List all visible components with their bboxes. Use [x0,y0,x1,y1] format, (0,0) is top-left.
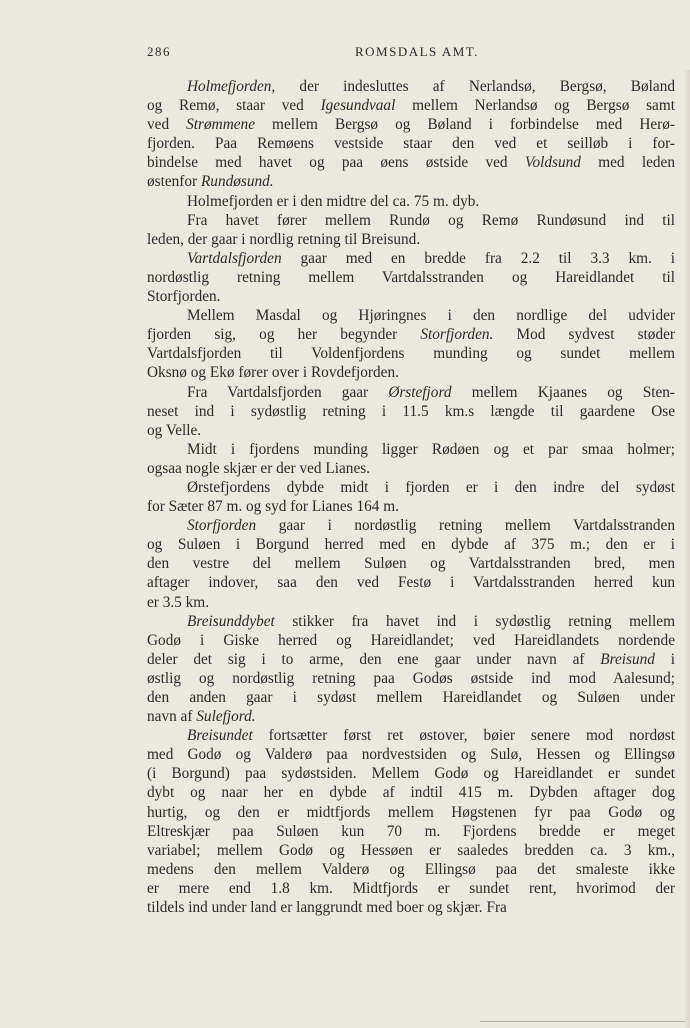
text-run: og Velle. [147,421,202,439]
text-line [147,440,675,459]
text-line [147,783,675,802]
page-edge-shadow [684,70,690,1028]
text-line [147,115,675,134]
text-line [147,478,675,497]
text-line [147,134,675,153]
text-run: med leden [580,154,675,172]
text-run: leden, der gaar i nordlig retning til Breisund. [147,230,421,248]
text-run: og Remø, staar ved [147,97,321,115]
text-line [147,325,675,344]
text-line [147,363,675,382]
text-run: hurtig, og den er midtfjords mellem Høgstenen fyr paa Godø og [147,803,675,821]
text-run: ved [147,116,187,134]
text-run: Midt i fjordens munding ligger Rødøen og et par smaa holmer; [187,440,675,458]
italic-term: Strømmene [186,116,255,134]
text-run: medens den mellem Valderø og Ellingsø paa det smaleste ikke [147,860,675,878]
text-run: (i Borgund) paa sydøstsiden. Mellem Godø og Hareidlandet er sundet [147,765,675,783]
text-line [147,421,675,440]
text-run: deler det sig i to arme, den ene gaar under navn af [147,650,601,668]
italic-term: Breisunddybet [187,612,275,630]
page-number: 286 [147,44,171,59]
running-head: ROMSDALS AMT. [354,44,479,59]
text-line [147,211,675,230]
text-run: østlig og nordøstlig retning paa Godøs østside ind mod Aalesund; [147,669,675,687]
text-run: i [654,650,675,668]
text-line [147,554,675,573]
text-run: stikker fra havet ind i sydøstlig retning mellem [274,612,675,630]
text-run: dybt og naar her en dybde af indtil 415 m. Dybden aftager dog [147,784,675,802]
text-line [147,764,675,783]
text-line [147,707,675,726]
text-line [147,593,675,612]
text-line [147,841,675,860]
text-line [147,631,675,650]
text-run: den vestre del mellem Suløen og Vartdalsstranden bred, men [147,555,675,573]
text-run: aftager indover, saa den ved Festø i Vartdalsstranden herred kun [147,574,675,592]
text-run: Storfjorden. [147,288,221,306]
text-line [147,402,675,421]
text-run: Mod sydvest støder [493,326,675,344]
text-run: den anden gaar i sydøst mellem Hareidlandet og Suløen under [147,689,675,706]
text-line [147,669,675,688]
text-line [147,745,675,764]
text-line [147,344,675,363]
text-line [147,287,675,306]
italic-term: Breisund [600,650,655,668]
text-run: Ørstefjordens dybde midt i fjorden er i den indre del sydøst [187,478,675,496]
text-run: der indesluttes af Nerlandsø, Bergsø, Bøland [275,78,675,95]
paragraph [147,516,675,611]
text-line [147,803,675,822]
text-line [147,96,675,115]
text-run: gaar i nordøstlig retning mellem Vartdalsstranden [256,517,675,535]
italic-term: Rundøsund. [200,173,274,191]
text-run: Holmefjorden er i den midtre del ca. 75 m. dyb. [187,192,480,210]
italic-term: Voldsund [524,154,581,172]
page-header [147,44,675,64]
text-line [147,822,675,841]
text-line [147,268,675,287]
text-run: med Godø og Valderø paa nordvestsiden og Sulø, Hessen og Ellingsø [147,746,675,764]
text-run: og Suløen i Borgund herred med en dybde af 375 m.; den er i [147,536,675,554]
paragraph [147,211,675,249]
text-run: gaar med en bredde fra 2.2 til 3.3 km. i [281,249,675,267]
text-line [147,879,675,898]
italic-term: Breisundet [187,727,253,745]
text-run: er 3.5 km. [147,593,210,611]
paragraph [147,306,675,382]
text-run: Fra Vartdalsfjorden gaar [187,383,389,401]
text-line [147,650,675,669]
text-run: mellem Bergsø og Bøland i forbindelse med Herø- [254,116,675,134]
paragraph [147,478,675,516]
text-line [147,230,675,249]
text-run: fjorden. Paa Remøens vestside staar den ved et seilløb i for- [147,135,675,153]
paragraph [147,440,675,478]
italic-term: Ørstefjord [388,383,452,401]
text-run: Godø i Giske herred og Hareidlandet; ved Hareidlandets nordende [147,631,675,649]
text-run: for Sæter 87 m. og syd for Lianes 164 m. [147,498,399,516]
text-run: Mellem Masdal og Hjøringnes i den nordlige del udvider [187,307,675,325]
paragraph [147,249,675,306]
paragraph [147,612,675,727]
italic-term: Vartdalsfjorden [187,249,282,267]
text-line [147,459,675,478]
italic-term: Igesundvaal [320,97,396,115]
text-line [147,612,675,631]
text-line [147,192,675,211]
text-line [147,726,675,745]
text-run: Fra havet fører mellem Rundø og Remø Rundøsund ind til [187,211,675,229]
italic-term: Storfjorden. [420,326,494,344]
text-run: Oksnø og Ekø fører over i Rovdefjorden. [147,364,399,382]
text-run: er mere end 1.8 km. Midtfjords er sundet rent, hvorimod der [147,879,675,897]
text-run: Vartdalsfjorden til Voldenfjordens munding og sundet mellem [147,345,675,363]
text-run: tildels ind under land er langgrundt med boer og skjær. Fra [147,899,507,917]
text-line [147,249,675,268]
italic-term: Sulefjord. [196,708,256,726]
text-run: fjorden sig, og her begynder [147,326,421,344]
text-run: mellem Kjaanes og Sten- [451,383,675,401]
text-line [147,383,675,402]
text-line [147,516,675,535]
text-run: navn af [147,708,197,726]
text-line [147,573,675,592]
italic-term: Storfjorden [187,517,257,535]
text-line [147,688,675,707]
text-run: ogsaa nogle skjær er der ved Lianes. [147,459,371,477]
text-run: variabel; mellem Godø og Hessøen er saaledes bredden ca. 3 km., [147,841,675,859]
text-run: østenfor [147,173,201,191]
text-line [147,898,675,917]
text-run: nordøstlig retning mellem Vartdalsstranden og Hareidlandet til [147,268,675,286]
paragraph [147,77,675,192]
text-line [147,535,675,554]
text-run: fortsætter først ret østover, bøier senere mod nordøst [252,727,675,745]
paragraph [147,192,675,211]
text-line [147,860,675,879]
text-run: bindelse med havet og paa øens østside ved [147,154,525,172]
text-line [147,497,675,516]
paragraph [147,383,675,440]
text-run: mellem Nerlandsø og Bergsø samt [395,97,675,115]
text-run: neset ind i sydøstlig retning i 11.5 km.s længde til gaardene Ose [147,402,675,420]
bottom-rule [480,1021,685,1022]
text-line [147,306,675,325]
paragraph [147,726,675,917]
text-line [147,172,675,191]
body-text [147,77,675,917]
text-line [147,153,675,172]
italic-term: Holmefjorden, [187,78,276,95]
text-run: Eltreskjær paa Suløen kun 70 m. Fjordens bredde er meget [147,822,675,840]
text-line [147,77,675,96]
